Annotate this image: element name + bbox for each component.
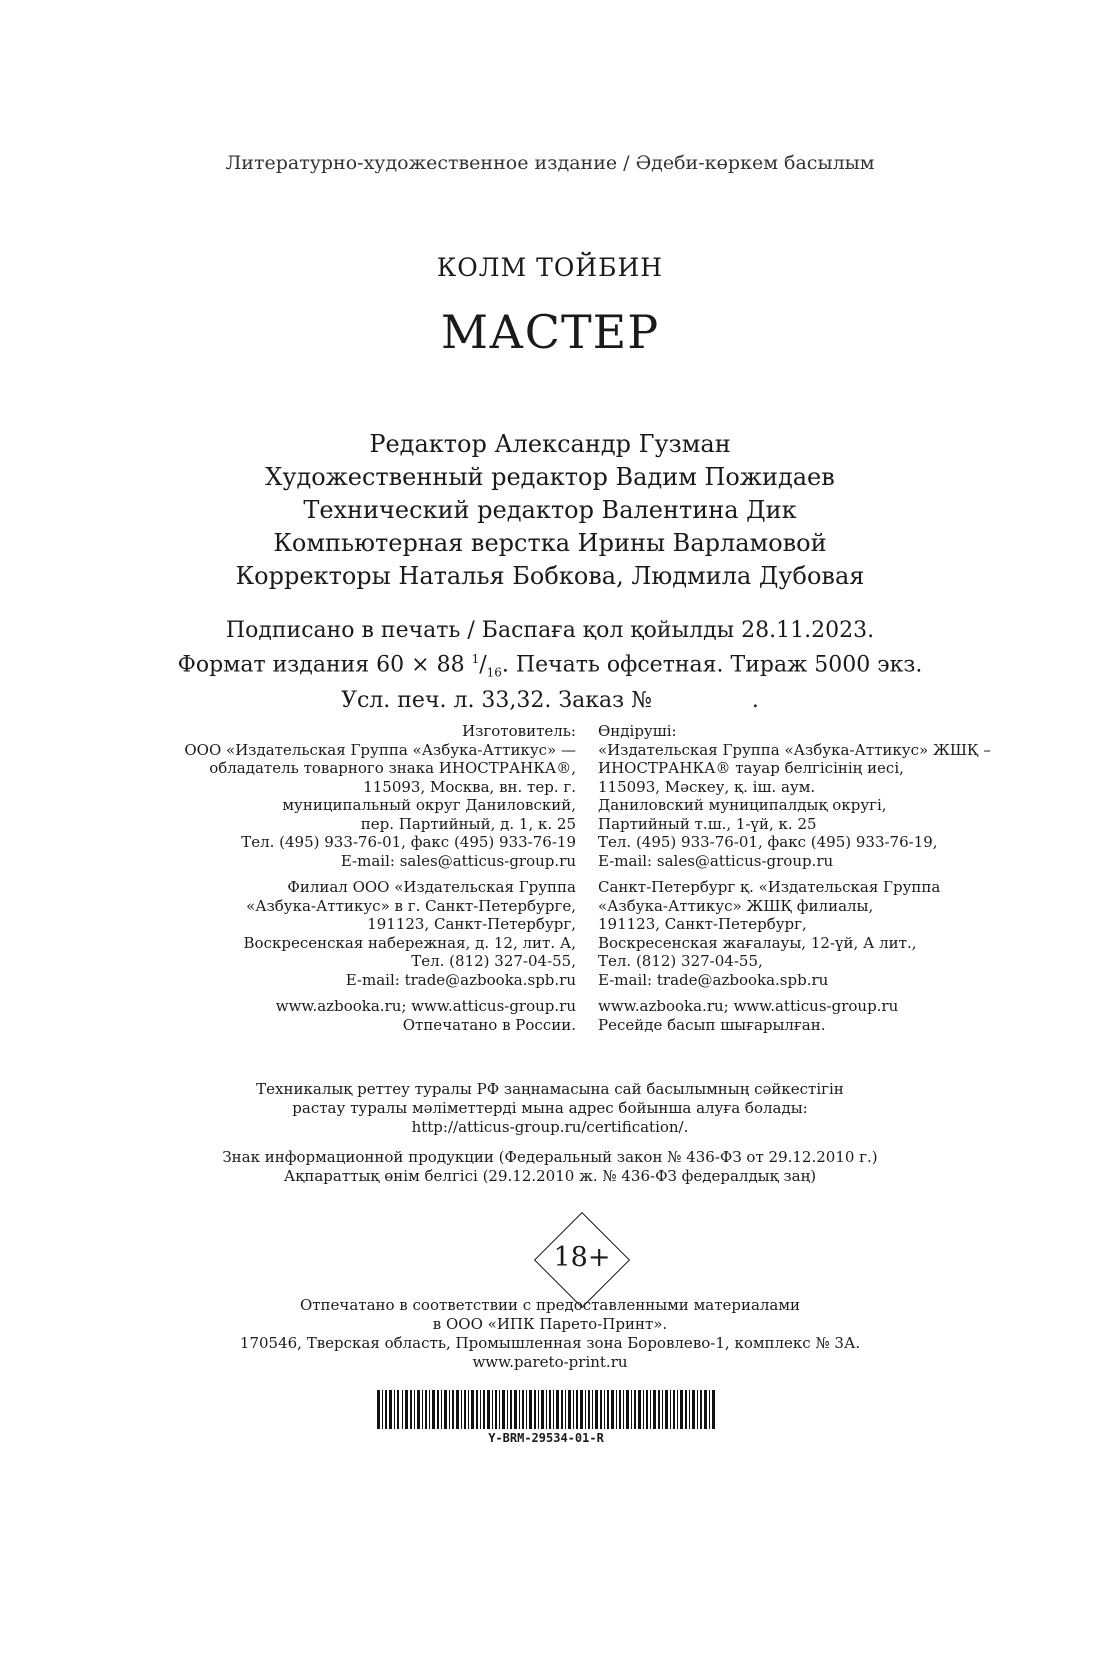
printer-website[interactable]: www.pareto-print.ru xyxy=(472,1353,628,1371)
credit-line: Технический редактор Валентина Дик xyxy=(303,496,797,524)
order-suffix: . xyxy=(751,687,759,713)
barcode-code: Y-BRM-29534-01-R xyxy=(488,1431,604,1445)
text-line: Тел. (812) 327-04-55, xyxy=(598,952,763,970)
text-line: Өндіруші: xyxy=(598,722,677,740)
text-line: «Издательская Группа «Азбука-Аттикус» ЖШҚ – xyxy=(598,740,991,759)
manufacturer-kz-footer xyxy=(598,997,998,1034)
text-line: 191123, Санкт-Петербург, xyxy=(367,915,576,933)
certification-link[interactable]: http://atticus-group.ru/certification/. xyxy=(411,1118,689,1136)
text-line: Техникалық реттеу туралы РФ заңнамасына сай басылымның сәйкестігін xyxy=(256,1080,844,1098)
text-line: Отпечатано в соответствии с предоставленными материалами xyxy=(299,1296,801,1314)
text-line: E-mail: trade@azbooka.spb.ru xyxy=(345,970,576,989)
format-suffix: . Печать офсетная. Тираж 5000 экз. xyxy=(501,652,923,678)
edition-type: Литературно-художественное издание / Әдеби-көркем басылым xyxy=(225,152,875,174)
certification-note xyxy=(0,1080,1100,1137)
text-line: www.azbooka.ru; www.atticus-group.ru xyxy=(598,997,899,1015)
text-line: Тел. (495) 933-76-01, факс (495) 933-76-19, xyxy=(598,833,938,851)
text-line: растау туралы мәліметтерді мына адрес бойынша алуға болады: xyxy=(292,1099,808,1117)
text-line: «Азбука-Аттикус» ЖШҚ филиалы, xyxy=(598,896,874,915)
text-line: в ООО «ИПК Парето-Принт». xyxy=(432,1315,668,1333)
manufacturer-kz-branch xyxy=(598,878,998,989)
credits-list xyxy=(0,428,1100,593)
manufacturer-kz xyxy=(598,722,998,1042)
text-line: Отпечатано в России. xyxy=(402,1015,576,1034)
text-line: Тел. (812) 327-04-55, xyxy=(411,952,576,970)
text-line: Воскресенская жағалауы, 12-үй, А лит., xyxy=(598,933,917,952)
text-line: «Азбука-Аттикус» в г. Санкт-Петербурге, xyxy=(246,896,576,915)
order-prefix: Усл. печ. л. 33,32. Заказ № xyxy=(341,687,652,713)
text-line: Воскресенская набережная, д. 12, лит. А, xyxy=(243,933,576,952)
text-line: Ақпараттық өнім белгісі (29.12.2010 ж. № 436-ФЗ федералдық заң) xyxy=(283,1167,817,1185)
format-slash: / xyxy=(479,652,487,678)
text-line: E-mail: sales@atticus-group.ru xyxy=(340,851,576,870)
age-rating-text: 18+ xyxy=(553,1242,611,1273)
text-line: Филиал ООО «Издательская Группа xyxy=(287,878,576,896)
manufacturer-ru xyxy=(176,722,576,1042)
credit-line: Компьютерная верстка Ирины Варламовой xyxy=(273,529,827,557)
text-line: www.azbooka.ru; www.atticus-group.ru xyxy=(275,997,576,1015)
format-denominator: 16 xyxy=(486,665,502,680)
text-line: 170546, Тверская область, Промышленная зона Боровлево-1, комплекс № 3А. xyxy=(239,1334,861,1352)
credit-line: Корректоры Наталья Бобкова, Людмила Дубовая xyxy=(235,562,865,590)
text-line: ИНОСТРАНКА® тауар белгісінің иесі, xyxy=(598,759,904,777)
text-line: Даниловский муниципалдық округі, xyxy=(598,796,887,814)
text-line: Санкт-Петербург қ. «Издательская Группа xyxy=(598,878,941,896)
format-line xyxy=(0,645,1100,687)
info-product-sign xyxy=(0,1148,1100,1186)
text-line: Изготовитель: xyxy=(462,722,576,740)
text-line: E-mail: trade@azbooka.spb.ru xyxy=(598,970,829,989)
text-line: 115093, Москва, вн. тер. г. xyxy=(363,777,576,796)
text-line: 115093, Мәскеу, қ. іш. аум. xyxy=(598,777,816,796)
text-line: пер. Партийный, д. 1, к. 25 xyxy=(360,814,576,833)
text-line: Тел. (495) 933-76-01, факс (495) 933-76-19 xyxy=(241,833,576,851)
manufacturer-ru-footer xyxy=(176,997,576,1034)
text-line: обладатель товарного знака ИНОСТРАНКА®, xyxy=(209,759,576,777)
order-line xyxy=(0,687,1100,715)
printer-info xyxy=(0,1296,1100,1372)
format-prefix: Формат издания 60 × 88 xyxy=(177,652,472,678)
text-line: 191123, Санкт-Петербург, xyxy=(598,915,807,933)
author-name: КОЛМ ТОЙБИН xyxy=(436,253,664,282)
credit-line: Художественный редактор Вадим Пожидаев xyxy=(265,463,835,491)
credit-line: Редактор Александр Гузман xyxy=(369,430,731,458)
manufacturer-ru-branch xyxy=(176,878,576,989)
text-line: Ресейде басып шығарылған. xyxy=(598,1015,826,1034)
age-rating-badge xyxy=(534,1212,630,1308)
format-numerator: 1 xyxy=(471,652,480,666)
manufacturer-kz-main xyxy=(598,722,998,870)
print-info xyxy=(0,617,1100,715)
text-line: Партийный т.ш., 1-үй, к. 25 xyxy=(598,814,817,833)
manufacturer-ru-main xyxy=(176,722,576,870)
book-title: МАСТЕР xyxy=(440,305,660,359)
text-line: E-mail: sales@atticus-group.ru xyxy=(598,851,834,870)
signed-line: Подписано в печать / Баспаға қол қойылды 28.11.2023. xyxy=(225,618,875,643)
barcode-icon xyxy=(377,1390,715,1429)
text-line: Знак информационной продукции (Федеральный закон № 436-ФЗ от 29.12.2010 г.) xyxy=(222,1148,878,1166)
text-line: муниципальный округ Даниловский, xyxy=(282,796,576,814)
text-line: ООО «Издательская Группа «Азбука-Аттикус» — xyxy=(184,740,576,759)
